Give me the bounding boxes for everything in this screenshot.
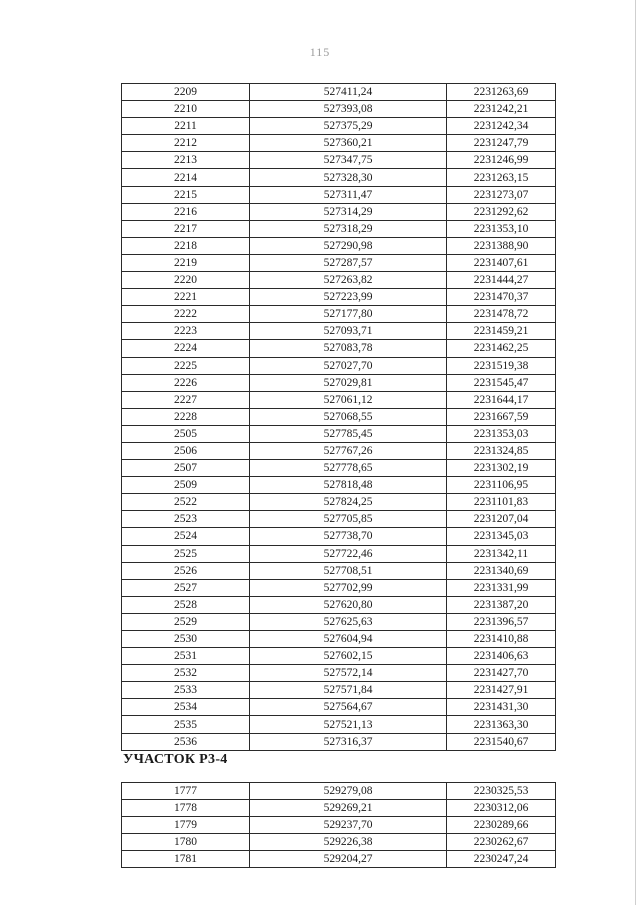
x-coordinate-cell: 527083,78	[250, 340, 447, 357]
table-row	[122, 101, 556, 118]
point-number-cell: 2221	[122, 289, 250, 306]
table-row	[122, 494, 556, 511]
y-coordinate-cell: 2230289,66	[447, 817, 556, 834]
table-row	[122, 340, 556, 357]
point-number-cell: 2211	[122, 118, 250, 135]
x-coordinate-cell: 527824,25	[250, 494, 447, 511]
table-row	[122, 834, 556, 851]
x-coordinate-cell: 527571,84	[250, 682, 447, 699]
table-row	[122, 186, 556, 203]
y-coordinate-cell: 2231246,99	[447, 152, 556, 169]
point-number-cell: 2212	[122, 135, 250, 152]
x-coordinate-cell: 527375,29	[250, 118, 447, 135]
coordinates-table-r3-4-body	[122, 783, 556, 868]
y-coordinate-cell: 2231431,30	[447, 699, 556, 716]
point-number-cell: 2226	[122, 374, 250, 391]
x-coordinate-cell: 527564,67	[250, 699, 447, 716]
y-coordinate-cell: 2231444,27	[447, 272, 556, 289]
table-row	[122, 511, 556, 528]
y-coordinate-cell: 2230325,53	[447, 783, 556, 800]
y-coordinate-cell: 2231427,70	[447, 665, 556, 682]
point-number-cell: 2505	[122, 425, 250, 442]
point-number-cell: 2536	[122, 733, 250, 750]
table-row	[122, 442, 556, 459]
point-number-cell: 2534	[122, 699, 250, 716]
point-number-cell: 2509	[122, 477, 250, 494]
point-number-cell: 2523	[122, 511, 250, 528]
table-row	[122, 357, 556, 374]
y-coordinate-cell: 2231396,57	[447, 613, 556, 630]
point-number-cell: 2209	[122, 84, 250, 101]
table-row	[122, 408, 556, 425]
y-coordinate-cell: 2231406,63	[447, 648, 556, 665]
y-coordinate-cell: 2231292,62	[447, 203, 556, 220]
y-coordinate-cell: 2231459,21	[447, 323, 556, 340]
y-coordinate-cell: 2231478,72	[447, 306, 556, 323]
table-row	[122, 425, 556, 442]
table-row	[122, 237, 556, 254]
x-coordinate-cell: 527778,65	[250, 460, 447, 477]
y-coordinate-cell: 2231353,10	[447, 220, 556, 237]
point-number-cell: 2526	[122, 562, 250, 579]
x-coordinate-cell: 527347,75	[250, 152, 447, 169]
x-coordinate-cell: 527029,81	[250, 374, 447, 391]
table-row	[122, 733, 556, 750]
x-coordinate-cell: 527818,48	[250, 477, 447, 494]
x-coordinate-cell: 527722,46	[250, 545, 447, 562]
table-row	[122, 579, 556, 596]
y-coordinate-cell: 2230247,24	[447, 851, 556, 868]
table-row	[122, 220, 556, 237]
point-number-cell: 2528	[122, 596, 250, 613]
table-row	[122, 613, 556, 630]
point-number-cell: 2216	[122, 203, 250, 220]
point-number-cell: 1781	[122, 851, 250, 868]
x-coordinate-cell: 529204,27	[250, 851, 447, 868]
point-number-cell: 2220	[122, 272, 250, 289]
point-number-cell: 2224	[122, 340, 250, 357]
x-coordinate-cell: 527287,57	[250, 254, 447, 271]
point-number-cell: 2533	[122, 682, 250, 699]
table-row	[122, 528, 556, 545]
y-coordinate-cell: 2231263,15	[447, 169, 556, 186]
y-coordinate-cell: 2231273,07	[447, 186, 556, 203]
x-coordinate-cell: 527061,12	[250, 391, 447, 408]
x-coordinate-cell: 527767,26	[250, 442, 447, 459]
table-row	[122, 135, 556, 152]
table-row	[122, 323, 556, 340]
point-number-cell: 2527	[122, 579, 250, 596]
point-number-cell: 2506	[122, 442, 250, 459]
y-coordinate-cell: 2231387,20	[447, 596, 556, 613]
table-row	[122, 306, 556, 323]
y-coordinate-cell: 2231242,21	[447, 101, 556, 118]
table-row	[122, 460, 556, 477]
x-coordinate-cell: 527738,70	[250, 528, 447, 545]
x-coordinate-cell: 527572,14	[250, 665, 447, 682]
coordinates-table-body	[122, 84, 556, 751]
x-coordinate-cell: 527702,99	[250, 579, 447, 596]
y-coordinate-cell: 2231340,69	[447, 562, 556, 579]
x-coordinate-cell: 527521,13	[250, 716, 447, 733]
y-coordinate-cell: 2231388,90	[447, 237, 556, 254]
table-row	[122, 682, 556, 699]
table-row	[122, 800, 556, 817]
y-coordinate-cell: 2231407,61	[447, 254, 556, 271]
y-coordinate-cell: 2231345,03	[447, 528, 556, 545]
scan-edge-line	[635, 0, 636, 905]
point-number-cell: 1780	[122, 834, 250, 851]
point-number-cell: 2227	[122, 391, 250, 408]
point-number-cell: 2535	[122, 716, 250, 733]
point-number-cell: 2524	[122, 528, 250, 545]
point-number-cell: 2225	[122, 357, 250, 374]
x-coordinate-cell: 527620,80	[250, 596, 447, 613]
table-row	[122, 665, 556, 682]
table-row	[122, 203, 556, 220]
table-row	[122, 254, 556, 271]
table-row	[122, 783, 556, 800]
point-number-cell: 1779	[122, 817, 250, 834]
x-coordinate-cell: 527318,29	[250, 220, 447, 237]
point-number-cell: 1777	[122, 783, 250, 800]
page-number: 115	[309, 45, 331, 59]
y-coordinate-cell: 2231667,59	[447, 408, 556, 425]
x-coordinate-cell: 527411,24	[250, 84, 447, 101]
x-coordinate-cell: 527785,45	[250, 425, 447, 442]
point-number-cell: 2210	[122, 101, 250, 118]
point-number-cell: 2217	[122, 220, 250, 237]
table-row	[122, 699, 556, 716]
x-coordinate-cell: 527708,51	[250, 562, 447, 579]
point-number-cell: 2532	[122, 665, 250, 682]
y-coordinate-cell: 2231470,37	[447, 289, 556, 306]
x-coordinate-cell: 527316,37	[250, 733, 447, 750]
y-coordinate-cell: 2230262,67	[447, 834, 556, 851]
point-number-cell: 2228	[122, 408, 250, 425]
point-number-cell: 2213	[122, 152, 250, 169]
x-coordinate-cell: 529269,21	[250, 800, 447, 817]
table-row	[122, 272, 556, 289]
point-number-cell: 2222	[122, 306, 250, 323]
x-coordinate-cell: 527177,80	[250, 306, 447, 323]
point-number-cell: 2507	[122, 460, 250, 477]
y-coordinate-cell: 2231545,47	[447, 374, 556, 391]
y-coordinate-cell: 2231247,79	[447, 135, 556, 152]
x-coordinate-cell: 529226,38	[250, 834, 447, 851]
table-row	[122, 631, 556, 648]
table-row	[122, 391, 556, 408]
y-coordinate-cell: 2231519,38	[447, 357, 556, 374]
table-row	[122, 477, 556, 494]
x-coordinate-cell: 527705,85	[250, 511, 447, 528]
coordinates-table-r3-4	[121, 782, 556, 868]
x-coordinate-cell: 527604,94	[250, 631, 447, 648]
x-coordinate-cell: 527311,47	[250, 186, 447, 203]
x-coordinate-cell: 527393,08	[250, 101, 447, 118]
y-coordinate-cell: 2231462,25	[447, 340, 556, 357]
x-coordinate-cell: 527068,55	[250, 408, 447, 425]
x-coordinate-cell: 527223,99	[250, 289, 447, 306]
table-row	[122, 374, 556, 391]
x-coordinate-cell: 527314,29	[250, 203, 447, 220]
point-number-cell: 2530	[122, 631, 250, 648]
y-coordinate-cell: 2231363,30	[447, 716, 556, 733]
y-coordinate-cell: 2231427,91	[447, 682, 556, 699]
y-coordinate-cell: 2231353,03	[447, 425, 556, 442]
y-coordinate-cell: 2231331,99	[447, 579, 556, 596]
y-coordinate-cell: 2230312,06	[447, 800, 556, 817]
x-coordinate-cell: 527027,70	[250, 357, 447, 374]
point-number-cell: 2223	[122, 323, 250, 340]
x-coordinate-cell: 527625,63	[250, 613, 447, 630]
x-coordinate-cell: 527328,30	[250, 169, 447, 186]
x-coordinate-cell: 527093,71	[250, 323, 447, 340]
y-coordinate-cell: 2231342,11	[447, 545, 556, 562]
point-number-cell: 2218	[122, 237, 250, 254]
point-number-cell: 1778	[122, 800, 250, 817]
table-row	[122, 648, 556, 665]
y-coordinate-cell: 2231540,67	[447, 733, 556, 750]
x-coordinate-cell: 527602,15	[250, 648, 447, 665]
point-number-cell: 2529	[122, 613, 250, 630]
x-coordinate-cell: 527263,82	[250, 272, 447, 289]
table-row	[122, 817, 556, 834]
section-heading-r3-4: УЧАСТОК Р3-4	[123, 752, 228, 767]
table-row	[122, 545, 556, 562]
coordinates-table	[121, 83, 556, 751]
table-row	[122, 152, 556, 169]
table-row	[122, 716, 556, 733]
y-coordinate-cell: 2231263,69	[447, 84, 556, 101]
point-number-cell: 2215	[122, 186, 250, 203]
y-coordinate-cell: 2231324,85	[447, 442, 556, 459]
point-number-cell: 2214	[122, 169, 250, 186]
table-row	[122, 562, 556, 579]
table-row	[122, 84, 556, 101]
point-number-cell: 2522	[122, 494, 250, 511]
y-coordinate-cell: 2231644,17	[447, 391, 556, 408]
point-number-cell: 2531	[122, 648, 250, 665]
y-coordinate-cell: 2231410,88	[447, 631, 556, 648]
point-number-cell: 2219	[122, 254, 250, 271]
table-row	[122, 851, 556, 868]
table-row	[122, 169, 556, 186]
x-coordinate-cell: 527290,98	[250, 237, 447, 254]
table-row	[122, 289, 556, 306]
y-coordinate-cell: 2231101,83	[447, 494, 556, 511]
table-row	[122, 596, 556, 613]
point-number-cell: 2525	[122, 545, 250, 562]
y-coordinate-cell: 2231302,19	[447, 460, 556, 477]
x-coordinate-cell: 529237,70	[250, 817, 447, 834]
y-coordinate-cell: 2231242,34	[447, 118, 556, 135]
x-coordinate-cell: 527360,21	[250, 135, 447, 152]
y-coordinate-cell: 2231207,04	[447, 511, 556, 528]
x-coordinate-cell: 529279,08	[250, 783, 447, 800]
y-coordinate-cell: 2231106,95	[447, 477, 556, 494]
table-row	[122, 118, 556, 135]
